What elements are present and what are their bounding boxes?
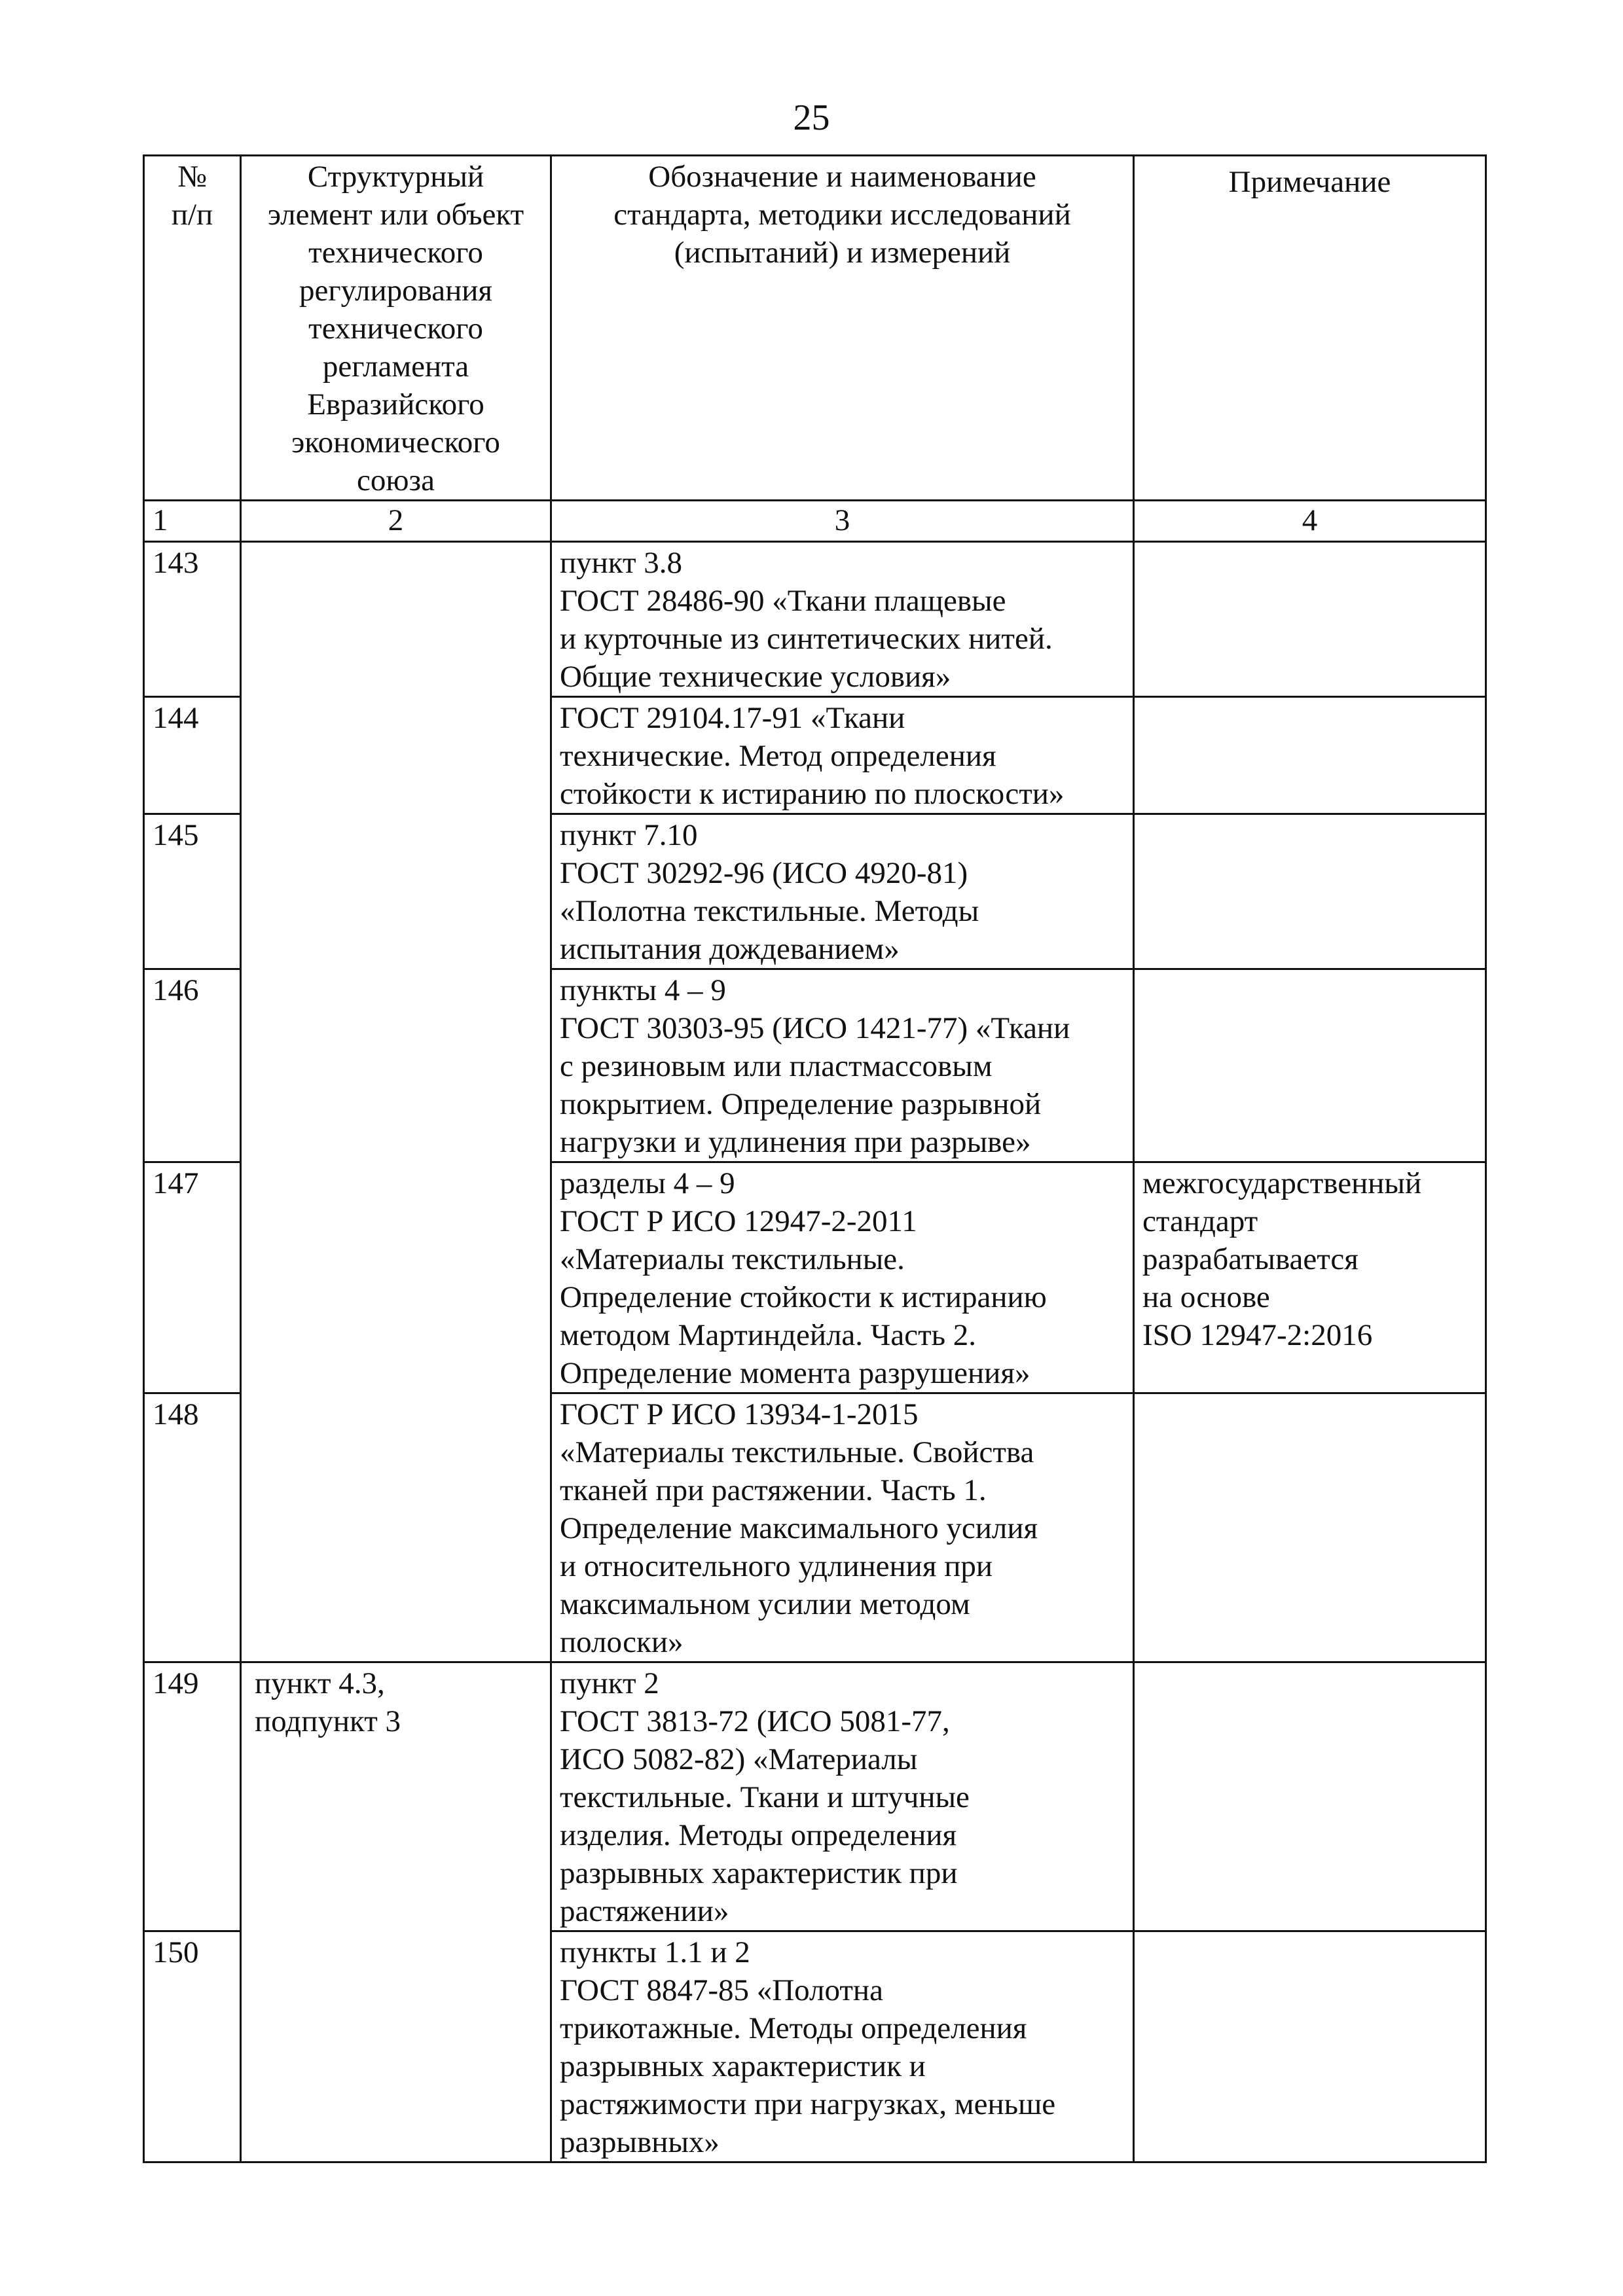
column-number: 3 xyxy=(551,501,1134,542)
standard-line: текстильные. Ткани и штучные xyxy=(560,1780,970,1814)
row-note xyxy=(1134,1162,1486,1393)
column-number: 1 xyxy=(144,501,241,542)
header-element-line: экономического xyxy=(291,425,500,459)
row-note xyxy=(1134,1393,1486,1662)
standard-line: ГОСТ Р ИСО 13934-1-2015 xyxy=(560,1397,919,1431)
header-num xyxy=(144,156,241,501)
standard-line: «Полотна текстильные. Методы xyxy=(560,894,979,928)
standard-line: растяжении» xyxy=(560,1894,729,1928)
header-element-line: технического xyxy=(308,236,483,270)
row-number: 146 xyxy=(144,969,241,1162)
standard-line: Определение момента разрушения» xyxy=(560,1356,1030,1390)
standard-line: ИСО 5082-82) «Материалы xyxy=(560,1742,918,1776)
standard-line: с резиновым или пластмассовым xyxy=(560,1049,993,1083)
table-row xyxy=(144,1662,1486,1931)
row-number: 144 xyxy=(144,697,241,814)
row-number: 147 xyxy=(144,1162,241,1393)
note-line: разрабатывается xyxy=(1142,1242,1359,1276)
note-line: на основе xyxy=(1142,1280,1270,1314)
standard-line: пункт 2 xyxy=(560,1666,659,1700)
row-standard xyxy=(551,1162,1134,1393)
element-line: пункт 4.3, xyxy=(255,1666,385,1700)
header-note-line: Примечание xyxy=(1228,165,1391,199)
header-num-line: № xyxy=(177,160,207,194)
header-note xyxy=(1134,156,1486,501)
standard-line: тканей при растяжении. Часть 1. xyxy=(560,1473,987,1507)
standard-line: ГОСТ 8847-85 «Полотна xyxy=(560,1973,883,2007)
standard-line: максимальном усилии методом xyxy=(560,1587,970,1621)
standard-line: покрытием. Определение разрывной xyxy=(560,1087,1042,1121)
row-note xyxy=(1134,542,1486,697)
row-element xyxy=(241,1662,551,2162)
row-number: 148 xyxy=(144,1393,241,1662)
header-element-line: технического xyxy=(308,312,483,346)
standard-line: разрывных» xyxy=(560,2125,720,2159)
standard-line: «Материалы текстильные. Свойства xyxy=(560,1435,1034,1469)
header-element xyxy=(241,156,551,501)
note-line: стандарт xyxy=(1142,1204,1258,1238)
column-number: 2 xyxy=(241,501,551,542)
table-row xyxy=(144,542,1486,697)
standard-line: изделия. Методы определения xyxy=(560,1818,957,1852)
standard-line: пункты 4 – 9 xyxy=(560,973,726,1007)
header-num-line: п/п xyxy=(171,198,213,232)
row-standard xyxy=(551,1931,1134,2162)
row-number: 149 xyxy=(144,1662,241,1931)
standard-line: разрывных характеристик и xyxy=(560,2049,926,2083)
row-note xyxy=(1134,697,1486,814)
note-line: ISO 12947-2:2016 xyxy=(1142,1318,1373,1352)
standard-line: ГОСТ 29104.17-91 «Ткани xyxy=(560,701,905,735)
row-note xyxy=(1134,1662,1486,1931)
header-standard-line: стандарта, методики исследований xyxy=(613,198,1071,232)
standard-line: ГОСТ 30292-96 (ИСО 4920-81) xyxy=(560,856,968,890)
row-standard xyxy=(551,814,1134,969)
header-element-line: элемент или объект xyxy=(267,198,524,232)
row-note xyxy=(1134,1931,1486,2162)
standard-line: растяжимости при нагрузках, меньше xyxy=(560,2087,1056,2121)
table-header-row xyxy=(144,156,1486,501)
header-element-line: регулирования xyxy=(299,274,493,308)
row-standard xyxy=(551,1393,1134,1662)
standard-line: разрывных характеристик при xyxy=(560,1856,958,1890)
header-element-line: союза xyxy=(357,463,435,497)
element-line: подпункт 3 xyxy=(255,1704,401,1738)
standard-line: Определение максимального усилия xyxy=(560,1511,1038,1545)
row-standard xyxy=(551,969,1134,1162)
column-number: 4 xyxy=(1134,501,1486,542)
standard-line: ГОСТ 3813-72 (ИСО 5081-77, xyxy=(560,1704,950,1738)
row-note xyxy=(1134,814,1486,969)
standard-line: трикотажные. Методы определения xyxy=(560,2011,1027,2045)
standard-line: и курточные из синтетических нитей. xyxy=(560,622,1053,656)
row-number: 145 xyxy=(144,814,241,969)
standard-line: нагрузки и удлинения при разрыве» xyxy=(560,1125,1031,1159)
header-element-line: регламента xyxy=(322,350,469,384)
standard-line: разделы 4 – 9 xyxy=(560,1166,735,1200)
row-standard xyxy=(551,697,1134,814)
header-standard-line: (испытаний) и измерений xyxy=(674,236,1011,270)
header-element-line: Структурный xyxy=(307,160,484,194)
standard-line: пункты 1.1 и 2 xyxy=(560,1935,750,1969)
standard-line: испытания дождеванием» xyxy=(560,932,900,966)
header-element-line: Евразийского xyxy=(307,387,484,422)
row-standard xyxy=(551,1662,1134,1931)
standard-line: Определение стойкости к истиранию xyxy=(560,1280,1047,1314)
row-standard xyxy=(551,542,1134,697)
row-number: 150 xyxy=(144,1931,241,2162)
note-line: межгосударственный xyxy=(1142,1166,1422,1200)
standards-table xyxy=(143,154,1487,2163)
column-numbers-row xyxy=(144,501,1486,542)
standard-line: ГОСТ 28486-90 «Ткани плащевые xyxy=(560,584,1006,618)
page-number: 25 xyxy=(793,98,830,138)
standard-line: и относительного удлинения при xyxy=(560,1549,993,1583)
row-note xyxy=(1134,969,1486,1162)
standard-line: «Материалы текстильные. xyxy=(560,1242,905,1276)
standard-line: ГОСТ 30303-95 (ИСО 1421-77) «Ткани xyxy=(560,1011,1070,1045)
header-standard-line: Обозначение и наименование xyxy=(648,160,1036,194)
standard-line: методом Мартиндейла. Часть 2. xyxy=(560,1318,977,1352)
row-element-empty xyxy=(241,542,551,1662)
standard-line: стойкости к истиранию по плоскости» xyxy=(560,777,1065,811)
standard-line: пункт 3.8 xyxy=(560,546,683,580)
standard-line: полоски» xyxy=(560,1625,684,1659)
standard-line: ГОСТ Р ИСО 12947-2-2011 xyxy=(560,1204,917,1238)
standard-line: Общие технические условия» xyxy=(560,660,951,694)
standard-line: технические. Метод определения xyxy=(560,739,996,773)
header-standard xyxy=(551,156,1134,501)
standard-line: пункт 7.10 xyxy=(560,818,698,852)
row-number: 143 xyxy=(144,542,241,697)
